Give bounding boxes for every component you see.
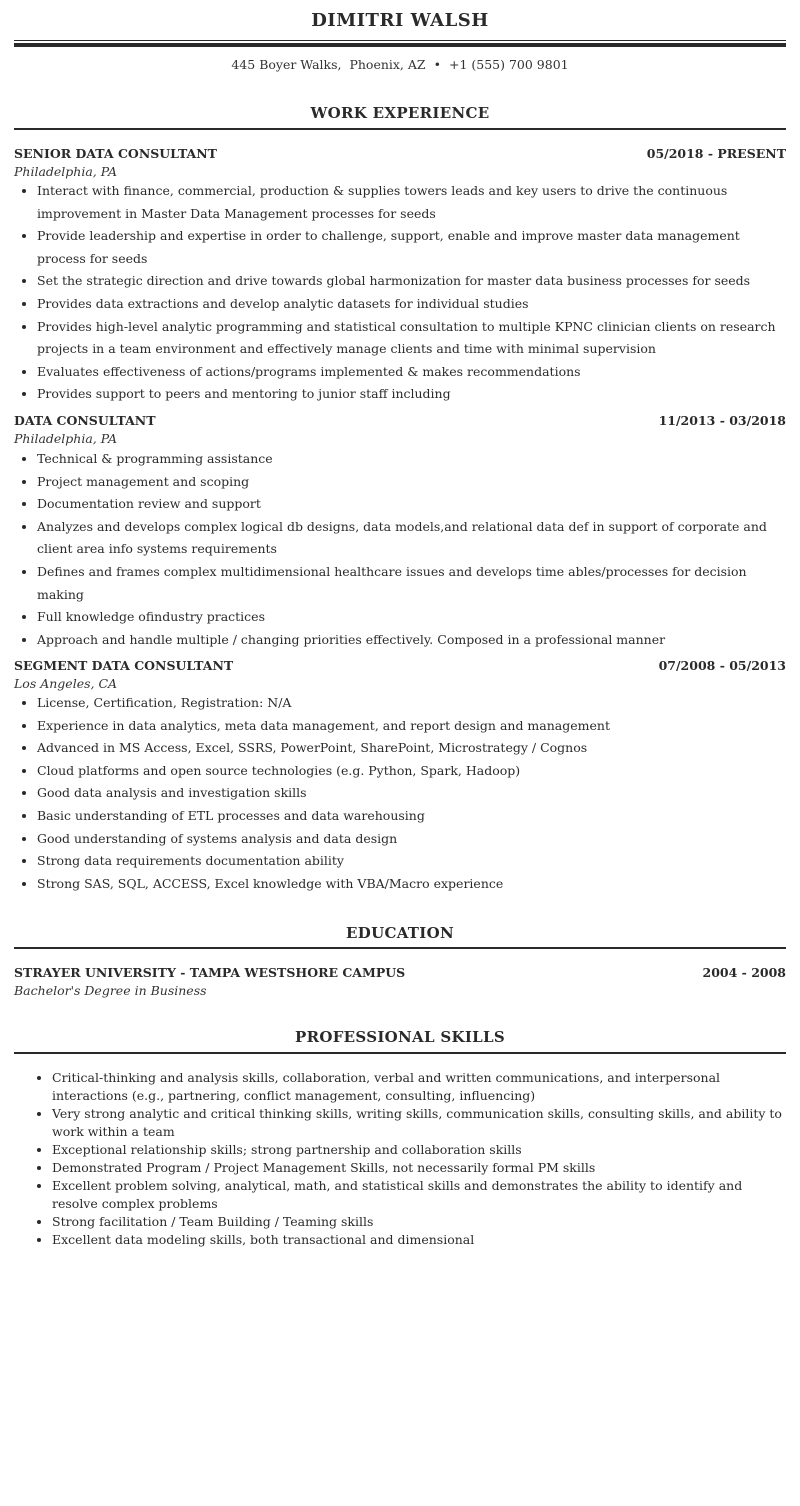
- list-item: • Strong SAS, SQL, ACCESS, Excel knowledge with VBA/Macro experience: [37, 873, 786, 896]
- skills-heading: PROFESSIONAL SKILLS: [295, 1028, 505, 1046]
- list-item: • Very strong analytic and critical thinking skills, writing skills, communication skills, consulting skills, and ability to work within a team: [52, 1105, 788, 1141]
- work-experience-rule: [14, 128, 786, 130]
- list-item: • Experience in data analytics, meta data management, and report design and management: [37, 715, 786, 738]
- work-experience-heading: WORK EXPERIENCE: [310, 104, 490, 122]
- list-item: • Excellent data modeling skills, both transactional and dimensional: [52, 1231, 788, 1249]
- candidate-name: DIMITRI WALSH: [311, 10, 489, 31]
- list-item: • Critical-thinking and analysis skills, collaboration, verbal and written communications, and interpersonal interactions (e.g., partnering, conflict management, consulting, influencing): [52, 1069, 788, 1105]
- list-item: • Good understanding of systems analysis and data design: [37, 828, 786, 851]
- list-item: • Technical & programming assistance: [37, 448, 786, 471]
- degree: Bachelor's Degree in Business: [14, 983, 207, 998]
- contact-line: [0, 57, 800, 72]
- job-title: SENIOR DATA CONSULTANT: [14, 146, 217, 161]
- list-item: • Basic understanding of ETL processes and data warehousing: [37, 805, 786, 828]
- job-header: [14, 658, 786, 676]
- job-header: [14, 146, 786, 164]
- list-item: • Analyzes and develops complex logical db designs, data models,and relational data def in support of corporate and client area info systems requirements: [37, 516, 786, 561]
- job-location: Los Angeles, CA: [14, 676, 118, 691]
- header-rule-thick: [14, 43, 786, 47]
- list-item: • Provides high-level analytic programming and statistical consultation to multiple KPNC clinician clients on research projects in a team environment and effectively manage clients and time with minimal supervision: [37, 316, 786, 361]
- list-item: • Project management and scoping: [37, 471, 786, 494]
- list-item: • Documentation review and support: [37, 493, 786, 516]
- job-bullets: [14, 692, 786, 895]
- list-item: • Provide leadership and expertise in order to challenge, support, enable and improve master data management process for seeds: [37, 225, 786, 270]
- list-item: • Strong facilitation / Team Building / Teaming skills: [52, 1213, 788, 1231]
- job-title: SEGMENT DATA CONSULTANT: [14, 658, 234, 673]
- education-rule: [14, 947, 786, 949]
- list-item: • Set the strategic direction and drive towards global harmonization for master data business processes for seeds: [37, 270, 786, 293]
- bullet-separator-icon: •: [433, 57, 441, 72]
- contact-city: Phoenix, AZ: [349, 57, 426, 72]
- job-dates: 11/2013 - 03/2018: [658, 413, 786, 428]
- skills-list: [28, 1069, 788, 1249]
- skills-rule: [14, 1052, 786, 1054]
- list-item: • Excellent problem solving, analytical, math, and statistical skills and demonstrates the ability to identify and resolve complex problems: [52, 1177, 788, 1213]
- list-item: • Advanced in MS Access, Excel, SSRS, PowerPoint, SharePoint, Microstrategy / Cognos: [37, 737, 786, 760]
- education-dates: 2004 - 2008: [702, 965, 786, 980]
- contact-address: 445 Boyer Walks,: [231, 57, 342, 72]
- list-item: • Evaluates effectiveness of actions/programs implemented & makes recommendations: [37, 361, 786, 384]
- education-heading: EDUCATION: [346, 924, 454, 942]
- education-header: [14, 965, 786, 983]
- job-header: [14, 413, 786, 431]
- list-item: • Good data analysis and investigation skills: [37, 782, 786, 805]
- list-item: • Cloud platforms and open source technologies (e.g. Python, Spark, Hadoop): [37, 760, 786, 783]
- list-item: • License, Certification, Registration: N/A: [37, 692, 786, 715]
- job-title: DATA CONSULTANT: [14, 413, 156, 428]
- list-item: • Provides data extractions and develop analytic datasets for individual studies: [37, 293, 786, 316]
- job-dates: 07/2008 - 05/2013: [658, 658, 786, 673]
- job-bullets: [14, 448, 786, 651]
- job-bullets: [14, 180, 786, 406]
- header-rule-thin: [14, 40, 786, 41]
- list-item: • Approach and handle multiple / changing priorities effectively. Composed in a professional manner: [37, 629, 786, 652]
- job-location: Philadelphia, PA: [14, 164, 118, 179]
- job-location: Philadelphia, PA: [14, 431, 118, 446]
- list-item: • Provides support to peers and mentoring to junior staff including: [37, 383, 786, 406]
- list-item: • Defines and frames complex multidimensional healthcare issues and develops time ables/processes for decision making: [37, 561, 786, 606]
- job-dates: 05/2018 - PRESENT: [646, 146, 786, 161]
- school-name: STRAYER UNIVERSITY - TAMPA WESTSHORE CAMPUS: [14, 965, 406, 980]
- contact-phone: +1 (555) 700 9801: [448, 57, 569, 72]
- list-item: • Strong data requirements documentation ability: [37, 850, 786, 873]
- list-item: • Demonstrated Program / Project Management Skills, not necessarily formal PM skills: [52, 1159, 788, 1177]
- list-item: • Interact with finance, commercial, production & supplies towers leads and key users to drive the continuous improvement in Master Data Management processes for seeds: [37, 180, 786, 225]
- list-item: • Full knowledge ofindustry practices: [37, 606, 786, 629]
- list-item: • Exceptional relationship skills; strong partnership and collaboration skills: [52, 1141, 788, 1159]
